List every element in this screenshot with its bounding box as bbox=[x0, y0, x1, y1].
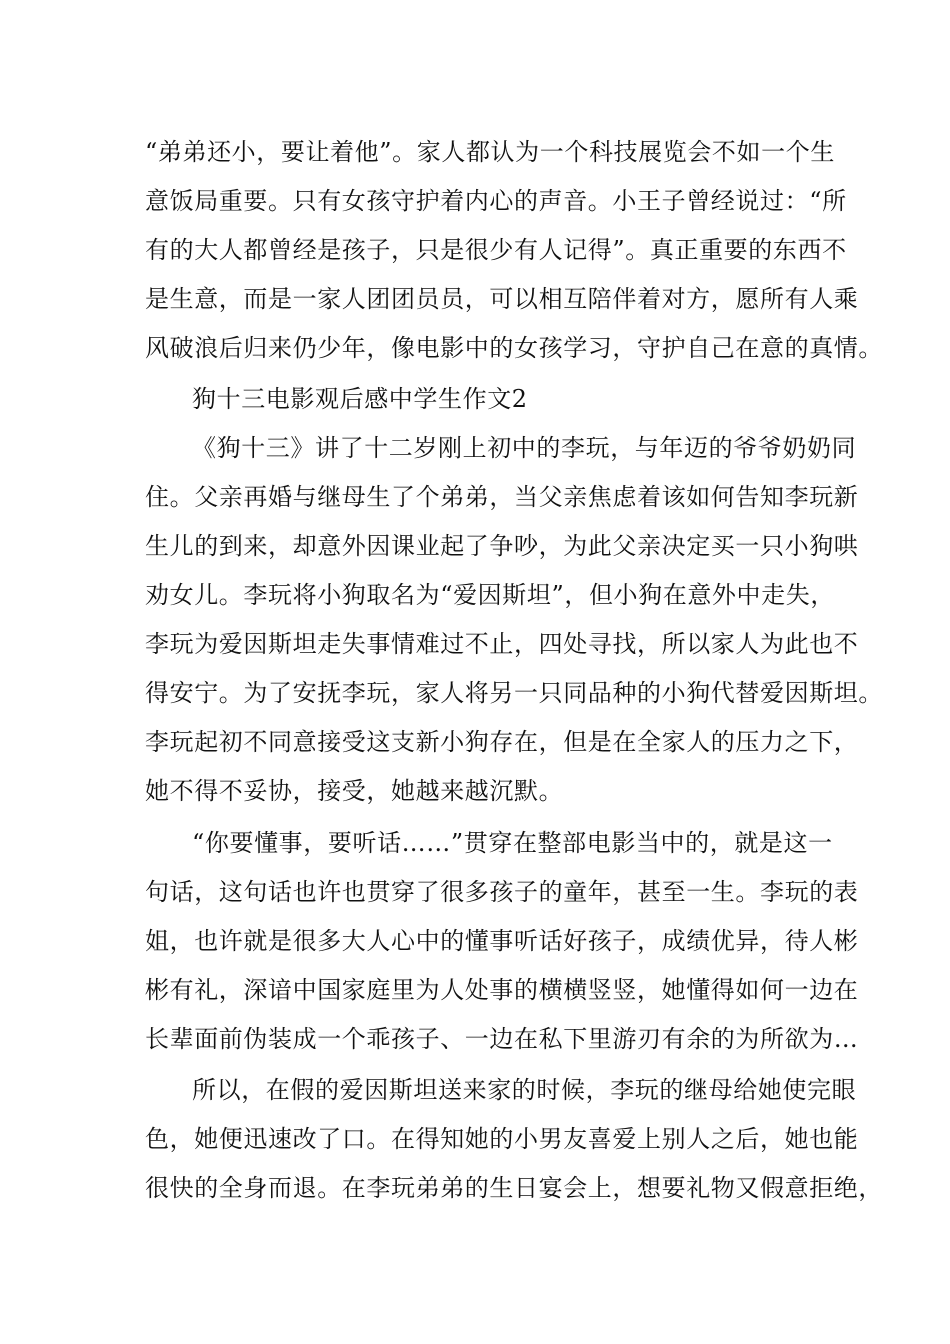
text-line: “你要懂事，要听话……”贯穿在整部电影当中的，就是这一 bbox=[192, 829, 833, 857]
text-line: 长辈面前伪装成一个乖孩子、一边在私下里游刃有余的为所欲为… bbox=[145, 1025, 859, 1053]
text-line: 生儿的到来，却意外因课业起了争吵，为此父亲决定买一只小狗哄 bbox=[145, 532, 859, 560]
text-line: 有的大人都曾经是孩子，只是很少有人记得”。真正重要的东西不 bbox=[145, 236, 847, 264]
text-line: 是生意，而是一家人团团员员，可以相互陪伴着对方，愿所有人乘 bbox=[145, 285, 859, 313]
text-line: “弟弟还小，要让着他”。家人都认为一个科技展览会不如一个生 bbox=[145, 138, 835, 166]
text-line: 李玩起初不同意接受这支新小狗存在，但是在全家人的压力之下， bbox=[145, 728, 859, 756]
text-line: 风破浪后归来仍少年，像电影中的女孩学习，守护自己在意的真情。 bbox=[145, 334, 883, 362]
text-line: 李玩为爱因斯坦走失事情难过不止，四处寻找，所以家人为此也不 bbox=[145, 630, 859, 658]
text-line: 句话，这句话也许也贯穿了很多孩子的童年，甚至一生。李玩的表 bbox=[145, 878, 859, 906]
text-line: 得安宁。为了安抚李玩，家人将另一只同品种的小狗代替爱因斯坦。 bbox=[145, 679, 883, 707]
text-line: 住。父亲再婚与继母生了个弟弟，当父亲焦虑着该如何告知李玩新 bbox=[145, 483, 859, 511]
text-line: 《狗十三》讲了十二岁刚上初中的李玩，与年迈的爷爷奶奶同 bbox=[192, 434, 857, 462]
text-line: 劝女儿。李玩将小狗取名为“爱因斯坦”，但小狗在意外中走失， bbox=[145, 581, 835, 609]
text-line: 她不得不妥协，接受，她越来越沉默。 bbox=[145, 777, 564, 805]
text-line: 很快的全身而退。在李玩弟弟的生日宴会上，想要礼物又假意拒绝， bbox=[145, 1174, 883, 1202]
text-line: 姐，也许就是很多大人心中的懂事听话好孩子，成绩优异，待人彬 bbox=[145, 927, 859, 955]
text-line: 意饭局重要。只有女孩守护着内心的声音。小王子曾经说过：“所 bbox=[145, 187, 847, 215]
section-heading: 狗十三电影观后感中学生作文2 bbox=[192, 385, 528, 413]
text-line: 所以，在假的爱因斯坦送来家的时候，李玩的继母给她使完眼 bbox=[192, 1076, 857, 1104]
text-line: 色，她便迅速改了口。在得知她的小男友喜爱上别人之后，她也能 bbox=[145, 1125, 859, 1153]
text-line: 彬有礼，深谙中国家庭里为人处事的横横竖竖，她懂得如何一边在 bbox=[145, 976, 859, 1004]
